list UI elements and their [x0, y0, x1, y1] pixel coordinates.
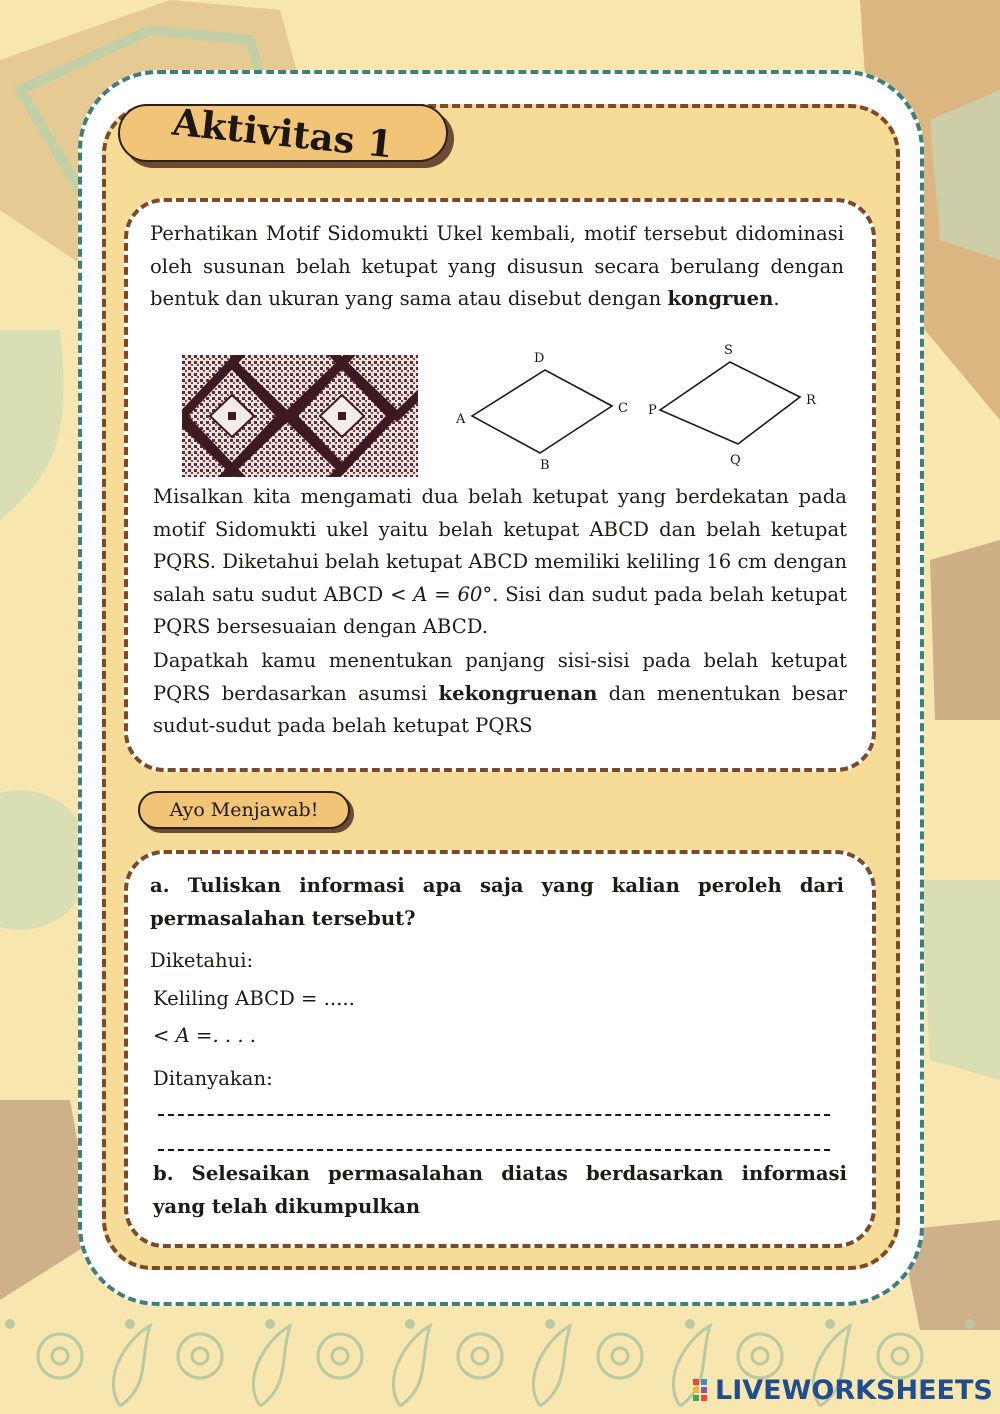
- rhombus-abcd: [455, 351, 628, 473]
- problem-paragraph: [153, 481, 847, 644]
- intro-paragraph: [150, 218, 844, 316]
- question-bold-word: kekongruenan: [438, 681, 598, 705]
- intro-text: Perhatikan Motif Sidomukti Ukel kembali, motif tersebut didominasi oleh susunan belah ketupat yang disusun secara berulang dengan bentuk dan ukuran yang sama atau disebut dengan: [150, 222, 844, 310]
- rhombus-pqrs: [648, 343, 817, 468]
- liveworksheets-logo[interactable]: [693, 1372, 993, 1408]
- ayo-menjawab-badge: [138, 791, 350, 829]
- question-a: a. Tuliskan informasi apa saja yang kalian peroleh dari permasalahan tersebut?: [150, 874, 844, 930]
- label-s: S: [724, 343, 733, 358]
- question-b: b. Selesaikan permasalahan diatas berdasarkan informasi yang telah dikumpulkan: [153, 1162, 847, 1218]
- question-paragraph: [153, 645, 847, 743]
- question-text-end: dan menentukan besar sudut-sudut pada belah ketupat PQRS: [153, 681, 847, 737]
- rhombus-diagrams: [448, 340, 828, 475]
- problem-text: Misalkan kita mengamati dua belah ketupat yang berdekatan pada motif Sidomukti ukel yaitu belah ketupat ABCD dan belah ketupat PQRS. Diketahui belah ketupat ABCD memiliki keliling 16 cm dengan salah satu sudut ABCD: [153, 485, 847, 606]
- liveworksheets-text: LIVEWORKSHEETS: [715, 1374, 993, 1406]
- intro-text-end: .: [773, 287, 780, 310]
- problem-text-end: . Sisi dan sudut pada belah ketupat PQRS bersesuaian dengan ABCD.: [153, 582, 847, 638]
- angle-answer-line[interactable]: < A =. . . .: [153, 1024, 257, 1047]
- label-p: P: [648, 403, 657, 418]
- label-q: Q: [730, 453, 741, 468]
- label-b: B: [540, 458, 550, 473]
- angle-expression: < A = 60°: [390, 582, 493, 606]
- answer-line-1[interactable]: [158, 1114, 830, 1116]
- activity-title-badge: [118, 99, 448, 167]
- liveworksheets-icon: [693, 1377, 715, 1403]
- intro-bold-word: kongruen: [667, 287, 774, 310]
- label-r: R: [806, 393, 816, 408]
- question-text: Dapatkah kamu menentukan panjang sisi-sisi pada belah ketupat PQRS berdasarkan asumsi: [153, 649, 847, 705]
- label-d: D: [534, 351, 545, 366]
- activity-title: Aktivitas 1: [170, 99, 396, 167]
- asked-label: Ditanyakan:: [153, 1067, 273, 1090]
- label-a: A: [456, 412, 466, 427]
- ayo-menjawab-label: Ayo Menjawab!: [169, 799, 319, 821]
- sidomukti-batik-image: [182, 355, 418, 477]
- keliling-answer-line[interactable]: Keliling ABCD = .....: [153, 987, 355, 1010]
- answer-line-2[interactable]: [158, 1149, 830, 1151]
- label-c: C: [618, 401, 628, 416]
- known-label: Diketahui:: [150, 949, 254, 972]
